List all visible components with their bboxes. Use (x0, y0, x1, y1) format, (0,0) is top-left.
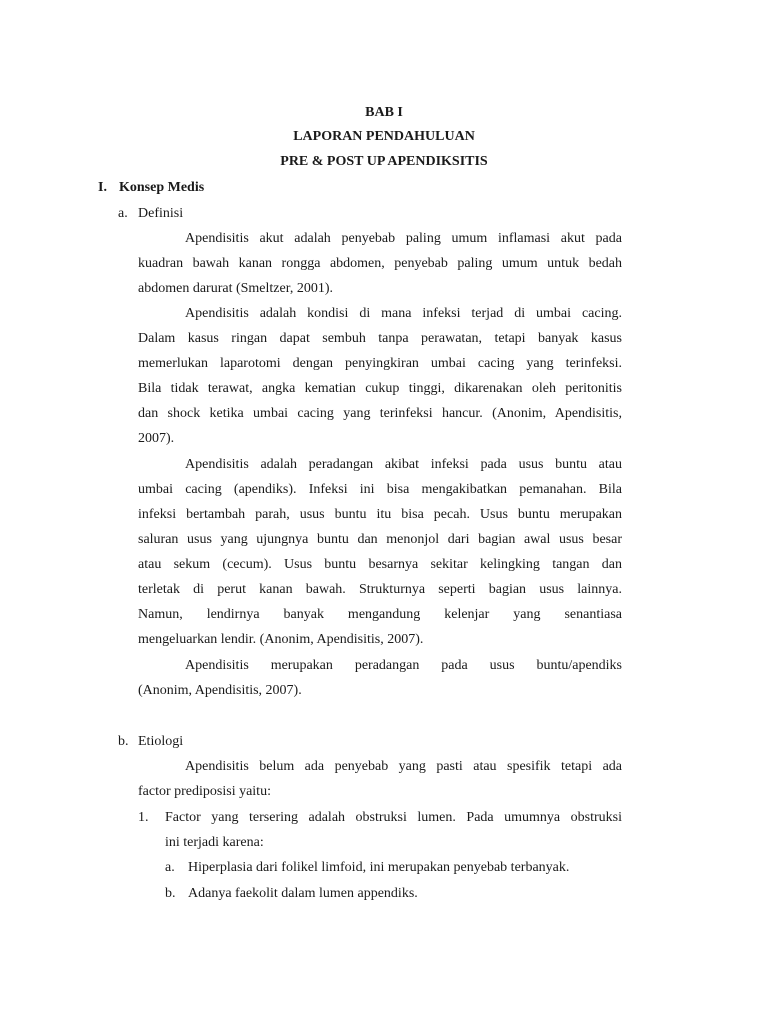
paragraph-line: saluran usus yang ujungnya buntu dan menonjol dari bagian awal usus besar (138, 532, 622, 547)
list-number: 1. (138, 810, 149, 825)
sublist-marker: b. (165, 886, 176, 901)
sublist-item: Adanya faekolit dalam lumen appendiks. (188, 886, 418, 901)
subsection-title: Etiologi (138, 734, 184, 749)
paragraph-line: factor prediposisi yaitu: (138, 784, 271, 799)
paragraph-line: Bila tidak terawat, angka kematian cukup tinggi, dikarenakan oleh peritonitis (138, 381, 622, 396)
list-item-line: Factor yang tersering adalah obstruksi lumen. Pada umumnya obstruksi (165, 810, 622, 825)
paragraph-line: dan shock ketika umbai cacing yang terinfeksi hancur. (Anonim, Apendisitis, (138, 406, 622, 421)
document-title: LAPORAN PENDAHULUAN (293, 129, 475, 144)
paragraph-line: atau sekum (cecum). Usus buntu besarnya sekitar kelingking tangan dan (138, 557, 622, 572)
subsection-marker: b. (118, 734, 129, 749)
paragraph-line: umbai cacing (apendiks). Infeksi ini bisa mengakibatkan pemanahan. Bila (138, 482, 622, 497)
paragraph-line: 2007). (138, 431, 175, 446)
list-item-line: ini terjadi karena: (165, 835, 264, 850)
paragraph-line: kuadran bawah kanan rongga abdomen, penyebab paling umum untuk bedah (138, 256, 622, 271)
subsection-title: Definisi (138, 206, 184, 221)
document-subtitle: PRE & POST UP APENDIKSITIS (280, 154, 488, 169)
paragraph-line: abdomen darurat (Smeltzer, 2001). (138, 281, 333, 296)
subsection-marker: a. (118, 206, 128, 221)
paragraph-line: mengeluarkan lendir. (Anonim, Apendisitis, 2007). (138, 632, 424, 647)
sublist-item: Hiperplasia dari folikel limfoid, ini merupakan penyebab terbanyak. (188, 860, 570, 875)
paragraph-line: Dalam kasus ringan dapat sembuh tanpa perawatan, tetapi banyak kasus (138, 331, 622, 346)
paragraph-line: Apendisitis merupakan peradangan pada usus buntu/apendiks (185, 658, 622, 673)
paragraph-line: (Anonim, Apendisitis, 2007). (138, 683, 302, 698)
paragraph-line: Apendisitis akut adalah penyebab paling umum inflamasi akut pada (185, 231, 622, 246)
paragraph-line: Apendisitis adalah kondisi di mana infeksi terjad di umbai cacing. (185, 306, 622, 321)
paragraph-line: Apendisitis adalah peradangan akibat infeksi pada usus buntu atau (185, 457, 622, 472)
section-number: I. (98, 180, 107, 195)
paragraph-line: infeksi bertambah parah, usus buntu itu bisa pecah. Usus buntu merupakan (138, 507, 622, 522)
paragraph-line: Namun, lendirnya banyak mengandung kelenjar yang senantiasa (138, 607, 622, 622)
paragraph-line: Apendisitis belum ada penyebab yang pasti atau spesifik tetapi ada (185, 759, 622, 774)
sublist-marker: a. (165, 860, 175, 875)
paragraph-line: terletak di perut kanan bawah. Strukturnya seperti bagian usus lainnya. (138, 582, 622, 597)
paragraph-line: memerlukan laparotomi dengan penyingkiran umbai cacing yang terinfeksi. (138, 356, 622, 371)
chapter-heading: BAB I (365, 105, 403, 120)
section-title: Konsep Medis (119, 180, 205, 195)
